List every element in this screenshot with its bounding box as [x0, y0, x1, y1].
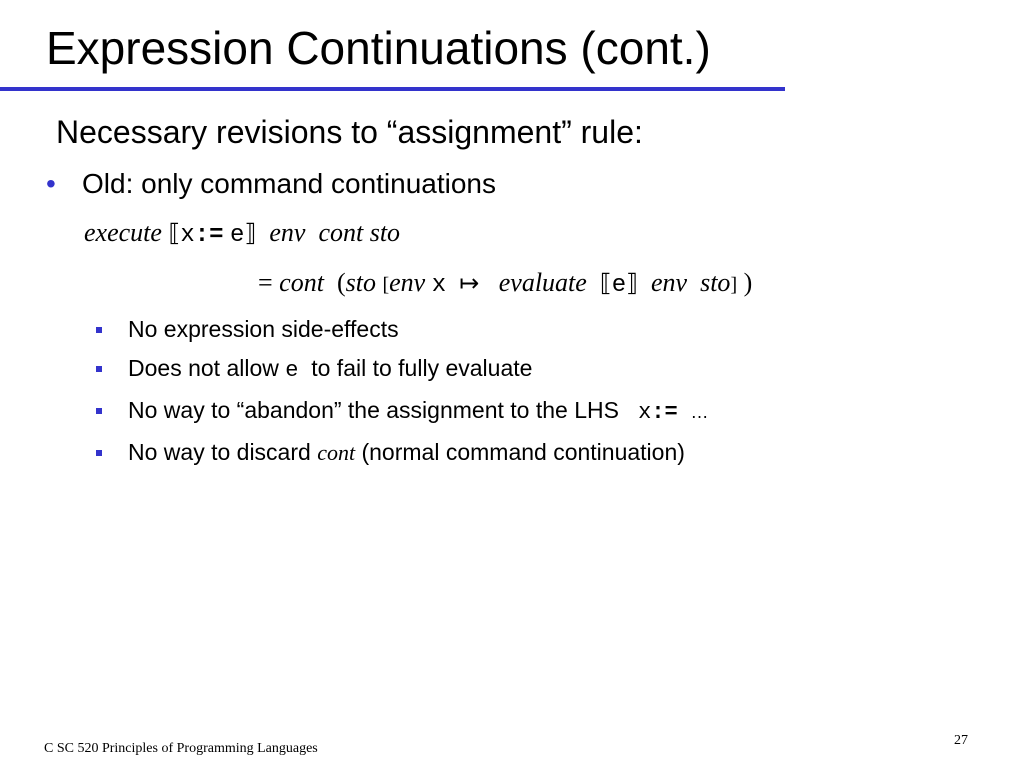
square-bullet-icon	[96, 327, 102, 333]
eq-execute: execute	[84, 218, 162, 247]
square-bullet-icon	[96, 408, 102, 414]
eq2-env: env	[389, 268, 426, 297]
equation-line-2	[258, 266, 752, 303]
eq2-rparen: )	[743, 268, 753, 297]
title-underline	[0, 87, 785, 91]
eq-close-semantic-bracket: ⟧	[244, 219, 257, 247]
sub-bullet-content	[128, 395, 709, 428]
sub-bullet-code-assign: :=	[651, 400, 678, 425]
eq2-sto2: sto	[700, 268, 731, 297]
eq2-evaluate: evaluate	[498, 268, 587, 297]
eq-assign: :=	[194, 222, 224, 249]
eq-cont: cont	[318, 218, 364, 247]
sub-bullet-text-after: to fail to fully evaluate	[311, 355, 533, 381]
eq2-lparen: (	[336, 268, 346, 297]
eq2-close-semantic-bracket: ⟧	[626, 269, 638, 297]
slide-page-number: 27	[954, 733, 968, 748]
sub-bullet-code-x: x	[638, 400, 652, 425]
eq-sto: sto	[369, 218, 401, 247]
bullet-old-rule	[46, 166, 496, 202]
sub-bullet-code-e: e	[285, 358, 299, 383]
eq-e: e	[230, 222, 245, 249]
eq2-env2: env	[651, 268, 688, 297]
eq-open-semantic-bracket: ⟦	[168, 219, 181, 247]
eq2-e: e	[611, 272, 627, 299]
eq-x: x	[180, 222, 195, 249]
sub-bullet-content	[128, 437, 685, 468]
sub-bullet-text: No expression side-effects	[128, 316, 399, 342]
eq-env: env	[269, 218, 306, 247]
slide-subtitle: Necessary revisions to “assignment” rule:	[56, 114, 643, 150]
eq2-equals: =	[258, 268, 273, 297]
sub-bullet-content	[128, 353, 532, 386]
eq2-open-semantic-bracket: ⟦	[599, 269, 612, 297]
sub-bullet-cont: cont	[317, 440, 356, 465]
footer-course-name: C SC 520 Principles of Programming Languages	[44, 741, 318, 756]
sub-bullet-ellipsis: …	[690, 402, 709, 422]
slide-title: Expression Continuations (cont.)	[46, 22, 711, 74]
sub-bullet-text-after: (normal command continuation)	[361, 439, 685, 465]
eq2-cont: cont	[279, 268, 324, 297]
eq2-sto: sto	[345, 268, 376, 297]
square-bullet-icon	[96, 366, 102, 372]
bullet-text: Old: only command continuations	[82, 168, 496, 199]
square-bullet-icon	[96, 450, 102, 456]
eq2-lsq: [	[382, 274, 390, 296]
sub-bullet-text-before: No way to “abandon” the assignment to the LHS	[128, 397, 619, 423]
sub-bullet-text-before: Does not allow	[128, 355, 279, 381]
equation-line-1	[84, 216, 400, 253]
eq2-rsq: ]	[730, 274, 738, 296]
eq2-x: x	[431, 272, 447, 299]
eq2-mapsto-arrow: ↦	[459, 269, 480, 297]
sub-bullet-text-before: No way to discard	[128, 439, 311, 465]
bullet-marker: •	[46, 168, 56, 199]
